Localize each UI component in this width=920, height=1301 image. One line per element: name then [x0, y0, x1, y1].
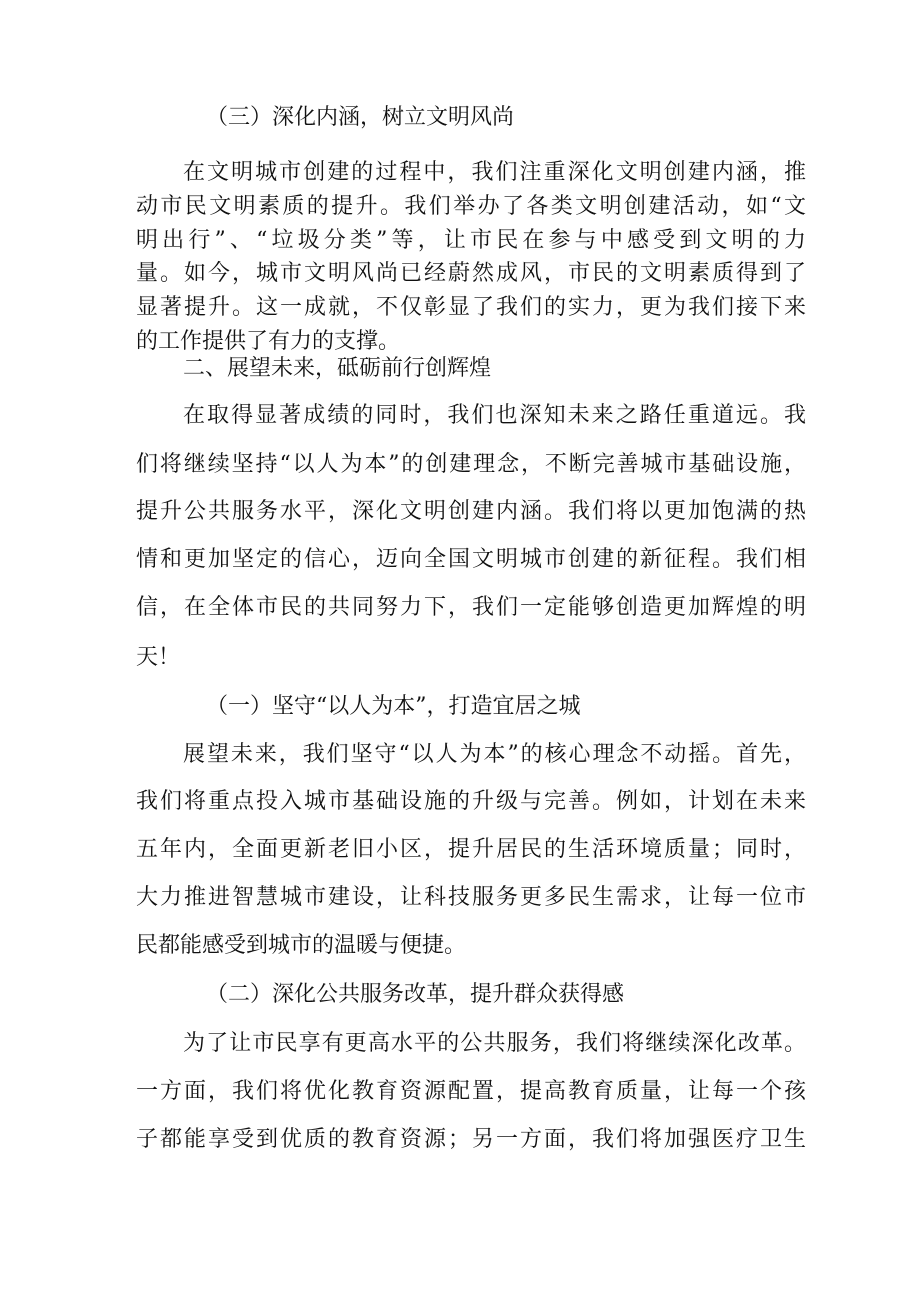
- paragraph-line: 民都能感受到城市的温暖与便捷。: [136, 933, 467, 958]
- paragraph-line: 我们将重点投入城市基础设施的升级与完善。例如，计划在未来: [136, 789, 806, 814]
- paragraph-line: 一方面，我们将优化教育资源配置，提高教育质量，让每一个孩: [136, 1079, 806, 1104]
- paragraph-line: 量。如今，城市文明风尚已经蔚然成风，市民的文明素质得到了: [136, 261, 806, 286]
- paragraph-line: 在文明城市创建的过程中，我们注重深化文明创建内涵，推: [183, 160, 806, 185]
- paragraph-line: 为了让市民享有更高水平的公共服务，我们将继续深化改革。: [183, 1031, 806, 1056]
- section-heading: （三）深化内涵，树立文明风尚: [206, 105, 515, 130]
- paragraph-line: 大力推进智慧城市建设，让科技服务更多民生需求，让每一位市: [136, 885, 806, 910]
- section-heading: （二）深化公共服务改革，提升群众获得感: [206, 982, 625, 1007]
- paragraph-line: 们将继续坚持“以人为本”的创建理念，不断完善城市基础设施，: [136, 452, 806, 477]
- paragraph-line: 在取得显著成绩的同时，我们也深知未来之路任重道远。我: [183, 403, 806, 428]
- paragraph-line: 显著提升。这一成就，不仅彰显了我们的实力，更为我们接下来: [136, 295, 806, 320]
- paragraph-line: 提升公共服务水平，深化文明创建内涵。我们将以更加饱满的热: [136, 499, 806, 524]
- paragraph-line: 的工作提供了有力的支撑。: [136, 329, 401, 354]
- paragraph-line: 情和更加坚定的信心，迈向全国文明城市创建的新征程。我们相: [136, 547, 806, 572]
- paragraph-line: 五年内，全面更新老旧小区，提升居民的生活环境质量；同时，: [136, 837, 806, 862]
- paragraph-line: 天！: [136, 645, 181, 670]
- paragraph-line: 动市民文明素质的提升。我们举办了各类文明创建活动，如“文: [136, 194, 806, 219]
- paragraph-line: 子都能享受到优质的教育资源；另一方面，我们将加强医疗卫生: [136, 1127, 806, 1152]
- section-heading: （一）坚守“以人为本”，打造宜居之城: [206, 694, 581, 719]
- paragraph-line: 明出行”、“垃圾分类”等，让市民在参与中感受到文明的力: [136, 228, 806, 253]
- section-heading: 二、展望未来，砥砺前行创辉煌: [183, 356, 492, 381]
- paragraph-line: 信，在全体市民的共同努力下，我们一定能够创造更加辉煌的明: [136, 595, 806, 620]
- paragraph-line: 展望未来，我们坚守“以人为本”的核心理念不动摇。首先，: [183, 742, 806, 767]
